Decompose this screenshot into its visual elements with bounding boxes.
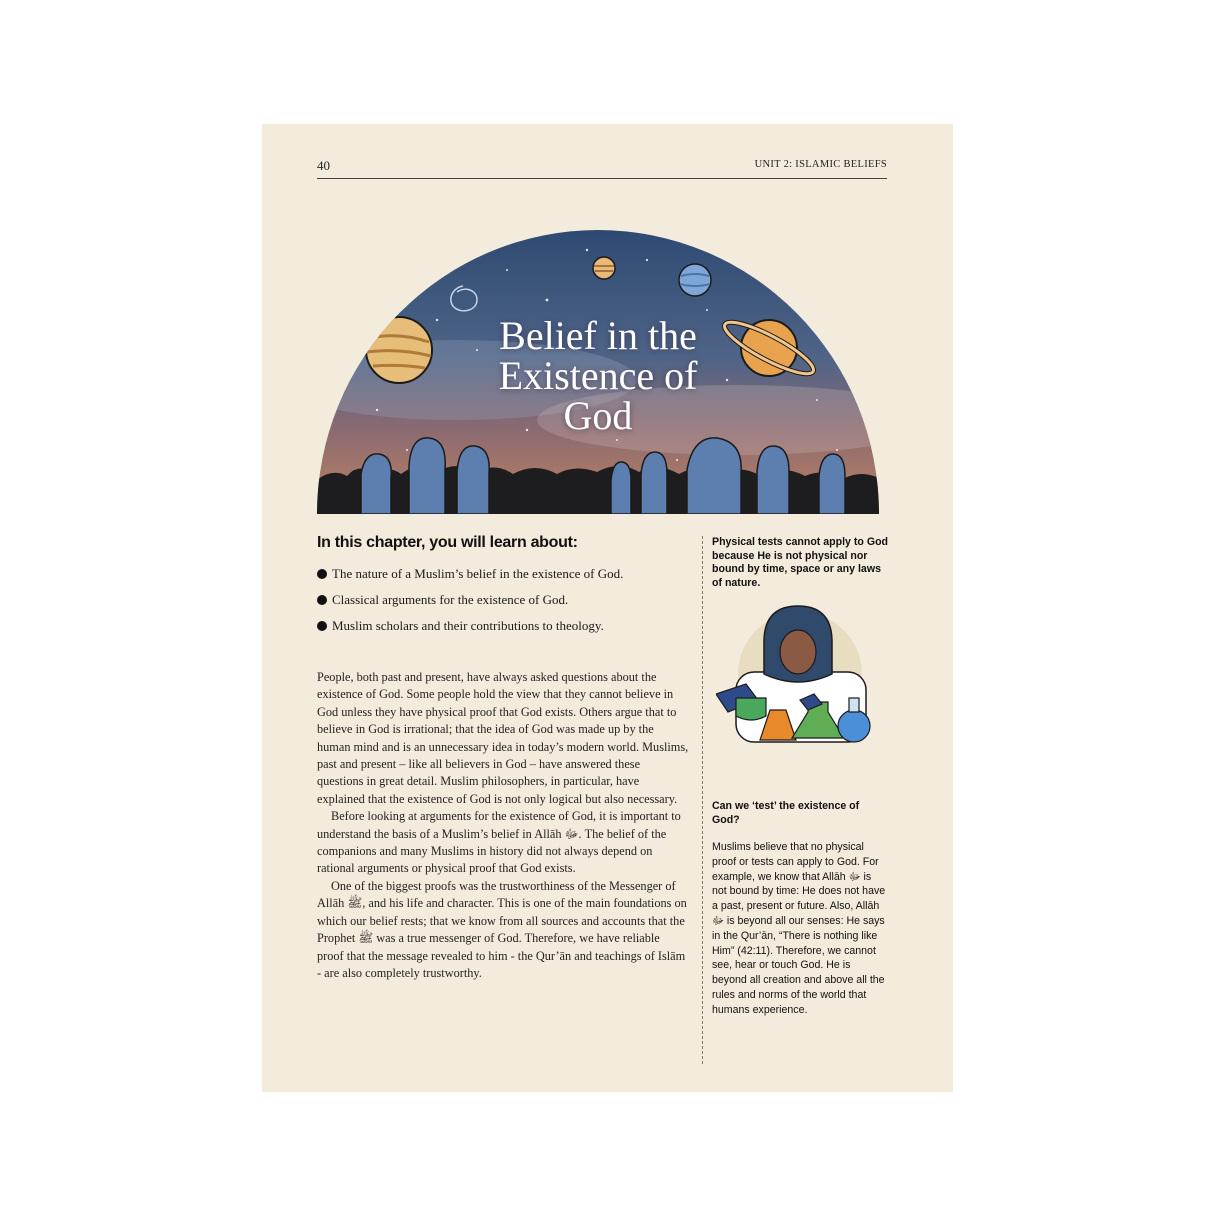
body-paragraph: Before looking at arguments for the existence of God, it is important to understand the basis of a Muslim’s belief in Allāh ﷻ. The belief of the companions and many Muslims in history did not always depend on rational arguments or physical proof that God exists. (317, 809, 681, 876)
body-paragraph: People, both past and present, have always asked questions about the existence of God. Some people hold the view that they cannot believe in God unless they have physical proof that God exists. Others argue that to believe in God is irrational; that the idea of God was made up by the human mind and is an unnecessary idea in today’s modern world. Muslims, past and present – like all believers in God – have answered these questions in great detail. Muslim philosophers, in particular, have explained that the existence of God is not only logical but also necessary. (317, 670, 689, 806)
small-planet-icon (593, 257, 615, 279)
sidebar-question-body: Muslims believe that no physical proof or tests can apply to God. For example, we know that Allāh ﷻ is not bound by time: He does not have a past, present or future. Also, Allāh ﷻ is beyond all our senses: He says in the Qur’ān, “There is nothing like Him” (42:11). Therefore, we cannot see, hear or touch God. He is beyond all creation and above all the rules and norms of the world that humans experience. (712, 841, 886, 1016)
bullet-icon (317, 595, 327, 605)
objective-item (317, 565, 623, 591)
sidebar (712, 536, 892, 1016)
objective-text: Classical arguments for the existence of God. (332, 592, 569, 607)
objective-item (317, 617, 623, 643)
title-line-1: Belief in the (499, 313, 697, 358)
header-rule (317, 178, 887, 179)
page-number: 40 (317, 158, 330, 173)
learning-objectives-list (317, 565, 623, 643)
chapter-title (317, 313, 879, 438)
blue-planet-icon (679, 264, 711, 296)
objective-text: The nature of a Muslim’s belief in the existence of God. (332, 566, 624, 581)
main-body-text (317, 669, 689, 982)
title-line-2: Existence of (498, 353, 698, 398)
lab-scientist-icon (716, 602, 880, 752)
objective-text: Muslim scholars and their contributions to theology. (332, 618, 604, 633)
sidebar-question-title: Can we ‘test’ the existence of God? (712, 800, 860, 826)
bullet-icon (317, 569, 327, 579)
running-head: UNIT 2: ISLAMIC BELIEFS (754, 159, 887, 170)
learning-objectives-heading: In this chapter, you will learn about: (317, 534, 578, 551)
sidebar-note: Physical tests cannot apply to God because He is not physical nor bound by time, space or any laws of nature. (712, 536, 889, 589)
book-page (262, 124, 953, 1092)
bullet-icon (317, 621, 327, 631)
scientist-illustration (716, 602, 880, 757)
column-divider (702, 536, 703, 1064)
objective-item (317, 591, 623, 617)
body-paragraph: One of the biggest proofs was the trustworthiness of the Messenger of Allāh ﷺ, and his life and character. This is one of the main foundations on which our belief rests; that we know from all sources and accounts that the Prophet ﷺ was a true messenger of God. Therefore, we have reliable proof that the message revealed to him - the Qur’ān and teachings of Islām - are also completely trustworthy. (317, 878, 687, 980)
title-line-3: God (563, 393, 633, 438)
hero-illustration (317, 230, 879, 514)
